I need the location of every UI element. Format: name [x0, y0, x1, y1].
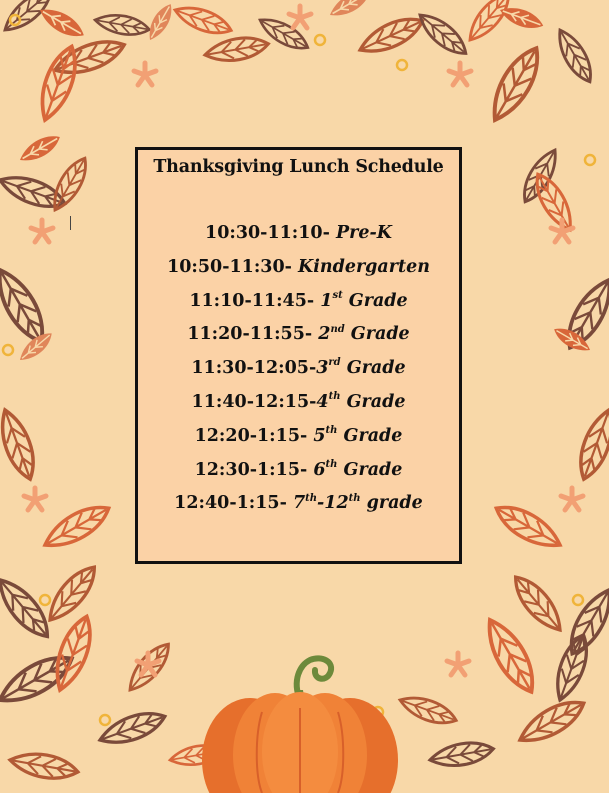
schedule-grade	[298, 257, 430, 277]
schedule-box	[135, 147, 462, 564]
ordinal-suffix: th	[325, 424, 338, 436]
schedule-grade	[320, 291, 407, 311]
ordinal-suffix: st	[332, 289, 343, 301]
text-cursor	[70, 216, 71, 230]
pumpkin-icon	[202, 658, 398, 793]
schedule-row	[138, 426, 459, 446]
schedule-time: 11:20-11:55-	[187, 324, 319, 345]
right-leaves	[490, 145, 609, 660]
schedule-grade	[313, 426, 402, 446]
top-leaves	[0, 0, 598, 127]
schedule-time: 11:30-12:05-	[191, 358, 317, 379]
grade-text: 4	[316, 392, 329, 412]
ordinal-suffix: th	[305, 492, 318, 504]
schedule-time: 11:40-12:15-	[191, 392, 317, 412]
schedule-grade	[336, 223, 392, 243]
grade-text: Grade	[340, 358, 406, 379]
ordinal-suffix: th	[348, 492, 361, 504]
grade-text: Grade	[340, 392, 406, 412]
schedule-time: 12:20-1:15-	[194, 425, 314, 446]
schedule-time: 10:30-11:10-	[205, 223, 336, 243]
grade-text: grade	[360, 493, 423, 514]
schedule-grade	[318, 324, 409, 344]
grade-text: 2	[318, 324, 331, 345]
schedule-row	[138, 223, 459, 243]
schedule-grade	[316, 358, 405, 378]
schedule-row	[138, 493, 459, 513]
grade-text: Grade	[337, 425, 403, 446]
grade-text: 7	[292, 493, 306, 514]
schedule-grade	[293, 493, 423, 513]
grade-text: 5	[313, 425, 326, 446]
grade-text: 3	[316, 358, 329, 379]
grade-text: Grade	[344, 324, 410, 345]
grade-text: 1	[320, 290, 333, 311]
ordinal-suffix: nd	[330, 323, 345, 335]
schedule-row	[138, 291, 459, 311]
schedule-time: 12:30-1:15-	[194, 459, 314, 480]
grade-text: -12	[317, 493, 349, 514]
schedule-time: 11:10-11:45-	[189, 290, 321, 311]
grade-text: Kindergarten	[298, 256, 430, 277]
schedule-time: 10:50-11:30-	[167, 256, 299, 277]
ordinal-suffix: rd	[328, 357, 341, 369]
schedule-row	[138, 460, 459, 480]
grade-text: Grade	[337, 459, 403, 480]
page-title: Thanksgiving Lunch Schedule	[153, 157, 444, 177]
schedule-time: 12:40-1:15-	[174, 493, 293, 514]
schedule-grade	[316, 392, 405, 412]
ordinal-suffix: th	[325, 458, 338, 470]
schedule-row	[138, 257, 459, 277]
grade-text: 6	[313, 459, 326, 480]
schedule-row	[138, 324, 459, 344]
schedule-row	[138, 392, 459, 412]
schedule-grade	[313, 460, 402, 480]
ordinal-suffix: th	[328, 391, 341, 403]
grade-text: Pre-K	[335, 223, 392, 243]
grade-text: Grade	[342, 290, 408, 311]
schedule-row	[138, 358, 459, 378]
left-leaves	[0, 130, 115, 644]
